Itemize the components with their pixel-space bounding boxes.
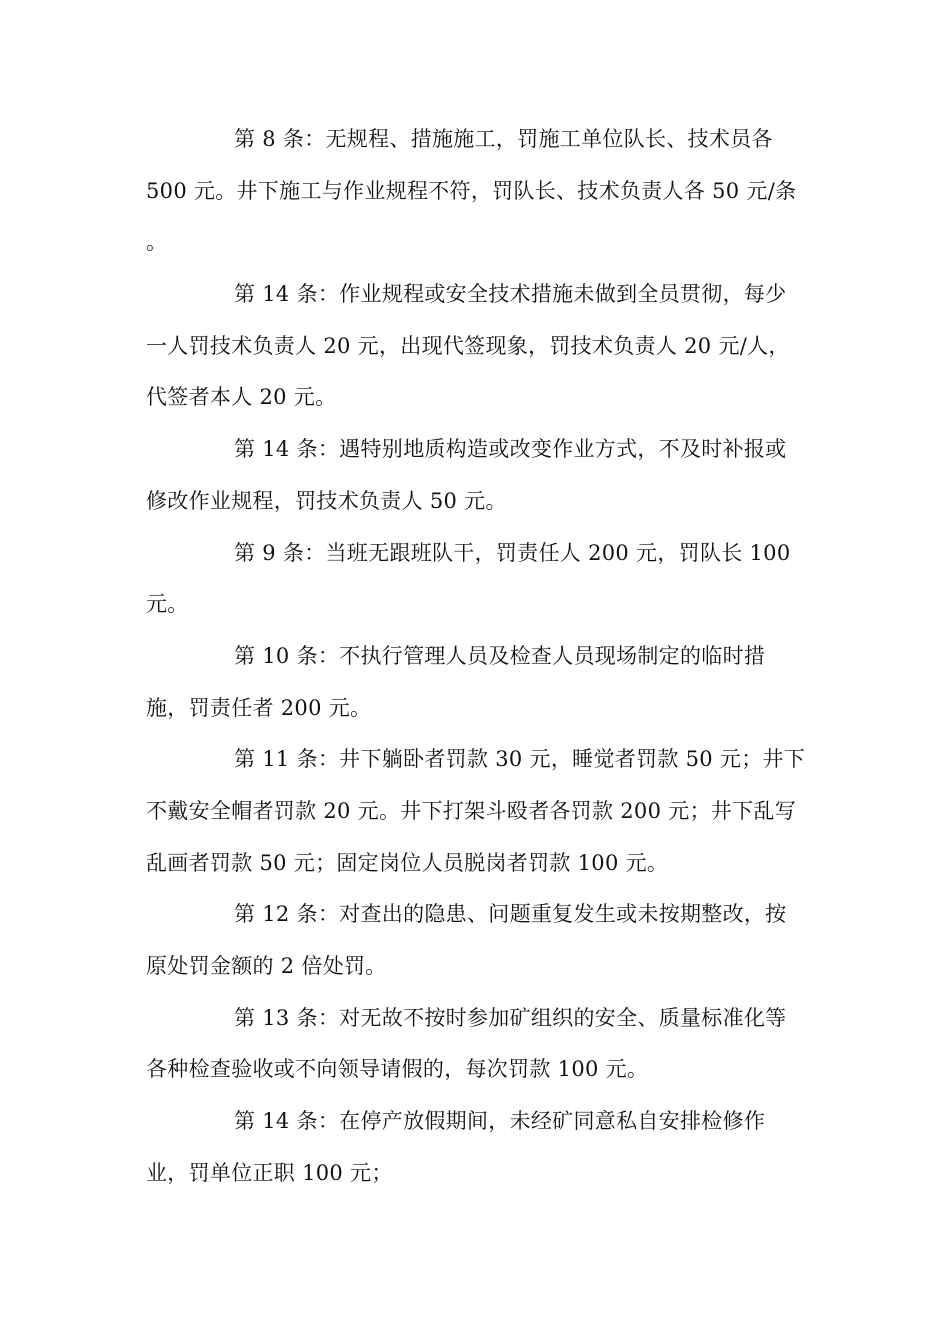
paragraph-line: 第 14 条：作业规程或安全技术措施未做到全员贯彻，每少: [234, 282, 787, 307]
clause-paragraph: [146, 734, 806, 889]
paragraph-line: 第 14 条：在停产放假期间，未经矿同意私自安排检修作: [234, 1109, 766, 1134]
paragraph-line: 各种检查验收或不向领导请假的，每次罚款 100 元。: [146, 1057, 649, 1082]
paragraph-line: 第 13 条：对无故不按时参加矿组织的安全、质量标准化等: [234, 1005, 787, 1030]
paragraph-line: 第 14 条：遇特别地质构造或改变作业方式，不及时补报或: [234, 437, 787, 462]
paragraph-line: 原处罚金额的 2 倍处罚。: [146, 954, 387, 978]
paragraph-line: 。: [146, 230, 168, 255]
clause-paragraph: [146, 1096, 806, 1199]
paragraph-line: 第 9 条：当班无跟班队干，罚责任人 200 元，罚队长 100: [234, 540, 791, 565]
clause-paragraph: [146, 528, 806, 631]
paragraph-line: 乱画者罚款 50 元；固定岗位人员脱岗者罚款 100 元。: [146, 850, 669, 875]
paragraph-line: 第 11 条：井下躺卧者罚款 30 元，睡觉者罚款 50 元；井下: [234, 747, 806, 772]
clause-paragraph: [146, 424, 806, 527]
document-body: [146, 114, 806, 1199]
clause-paragraph: [146, 114, 806, 269]
paragraph-line: 元。: [146, 592, 189, 617]
paragraph-line: 一人罚技术负责人 20 元，出现代签现象，罚技术负责人 20 元/人，: [146, 333, 790, 358]
paragraph-line: 施，罚责任者 200 元。: [146, 695, 372, 720]
clause-paragraph: [146, 993, 806, 1096]
clause-paragraph: [146, 631, 806, 734]
paragraph-line: 修改作业规程，罚技术负责人 50 元。: [146, 488, 507, 513]
clause-paragraph: [146, 269, 806, 424]
paragraph-line: 业，罚单位正职 100 元；: [146, 1160, 393, 1185]
paragraph-line: 第 8 条：无规程、措施施工，罚施工单位队长、技术员各: [234, 127, 773, 151]
paragraph-line: 不戴安全帽者罚款 20 元。井下打架斗殴者各罚款 200 元；井下乱写: [146, 798, 797, 823]
clause-paragraph: [146, 889, 806, 992]
paragraph-line: 代签者本人 20 元。: [146, 385, 337, 410]
paragraph-line: 第 12 条：对查出的隐患、问题重复发生或未按期整改，按: [234, 902, 787, 927]
paragraph-line: 500 元。井下施工与作业规程不符，罚队长、技术负责人各 50 元/条: [146, 178, 797, 203]
paragraph-line: 第 10 条：不执行管理人员及检查人员现场制定的临时措: [234, 643, 766, 668]
